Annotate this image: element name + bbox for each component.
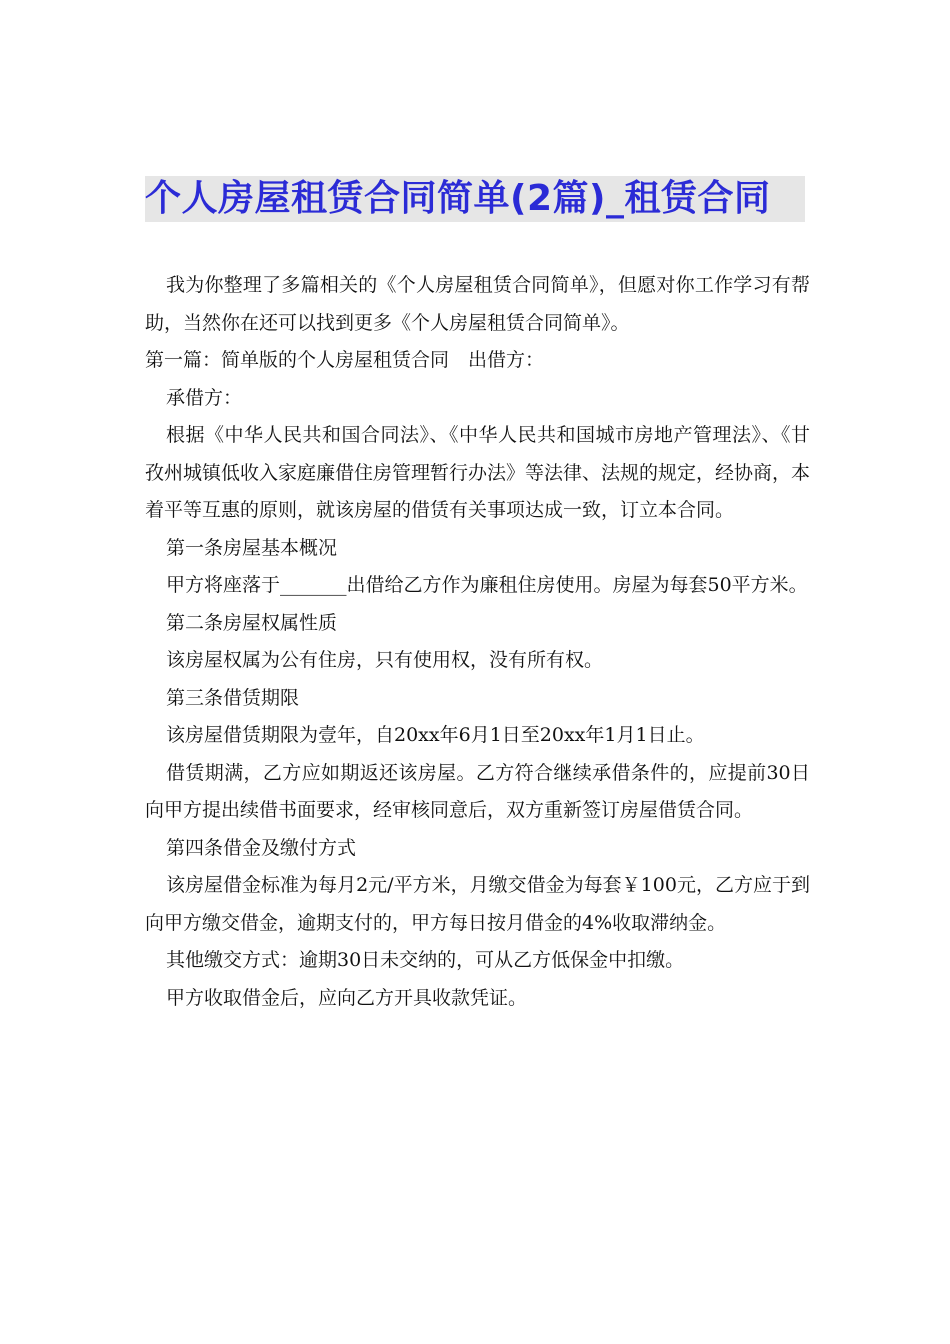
article-three-heading: 第三条借赁期限 [166,686,300,709]
article-three-text: 该房屋借赁期限为壹年，自20xx年6月1日至20xx年1月1日止。 [166,724,705,746]
article-one-text: 甲方将座落于_______出借给乙方作为廉租住房使用。房屋为每套50平方米。 [166,574,808,596]
article-two-heading: 第二条房屋权属性质 [166,611,338,634]
document-body [145,267,810,1017]
lessee-label: 承借方： [166,386,243,409]
title-highlight [145,176,805,222]
legal-basis-paragraph: 根据《中华人民共和国合同法》、《中华人民共和国城市房地产管理法》、《甘孜州城镇低收入家庭廉借住房管理暂行办法》等法律、法规的规定，经协商，本着平等互惠的原则，就该房屋的借赁有关事项达成一致，订立本合同。 [145,424,811,521]
rent-standard-paragraph: 该房屋借金标准为每月2元/平方米，月缴交借金为每套￥100元，乙方应于到向甲方缴交借金，逾期支付的，甲方每日按月借金的4%收取滞纳金。 [145,874,810,934]
article-four-heading: 第四条借金及缴付方式 [166,836,357,859]
article-two-text: 该房屋权属为公有住房，只有使用权，没有所有权。 [166,649,604,671]
renewal-paragraph: 借赁期满，乙方应如期返还该房屋。乙方符合继续承借条件的，应提前30日向甲方提出续借书面要求，经审核同意后，双方重新签订房屋借赁合同。 [145,761,810,821]
document-title: 个人房屋租赁合同简单(2篇)_租赁合同 [145,178,771,219]
intro-paragraph: 我为你整理了多篇相关的《个人房屋租赁合同简单》，但愿对你工作学习有帮助，当然你在还可以找到更多《个人房屋租赁合同简单》。 [145,274,810,334]
article-one-heading: 第一条房屋基本概况 [166,536,338,559]
other-payment-paragraph: 其他缴交方式：逾期30日未交纳的，可从乙方低保金中扣缴。 [166,949,685,971]
part-one-heading: 第一篇：简单版的个人房屋租赁合同 出借方： [145,349,545,371]
receipt-paragraph: 甲方收取借金后，应向乙方开具收款凭证。 [166,986,528,1009]
